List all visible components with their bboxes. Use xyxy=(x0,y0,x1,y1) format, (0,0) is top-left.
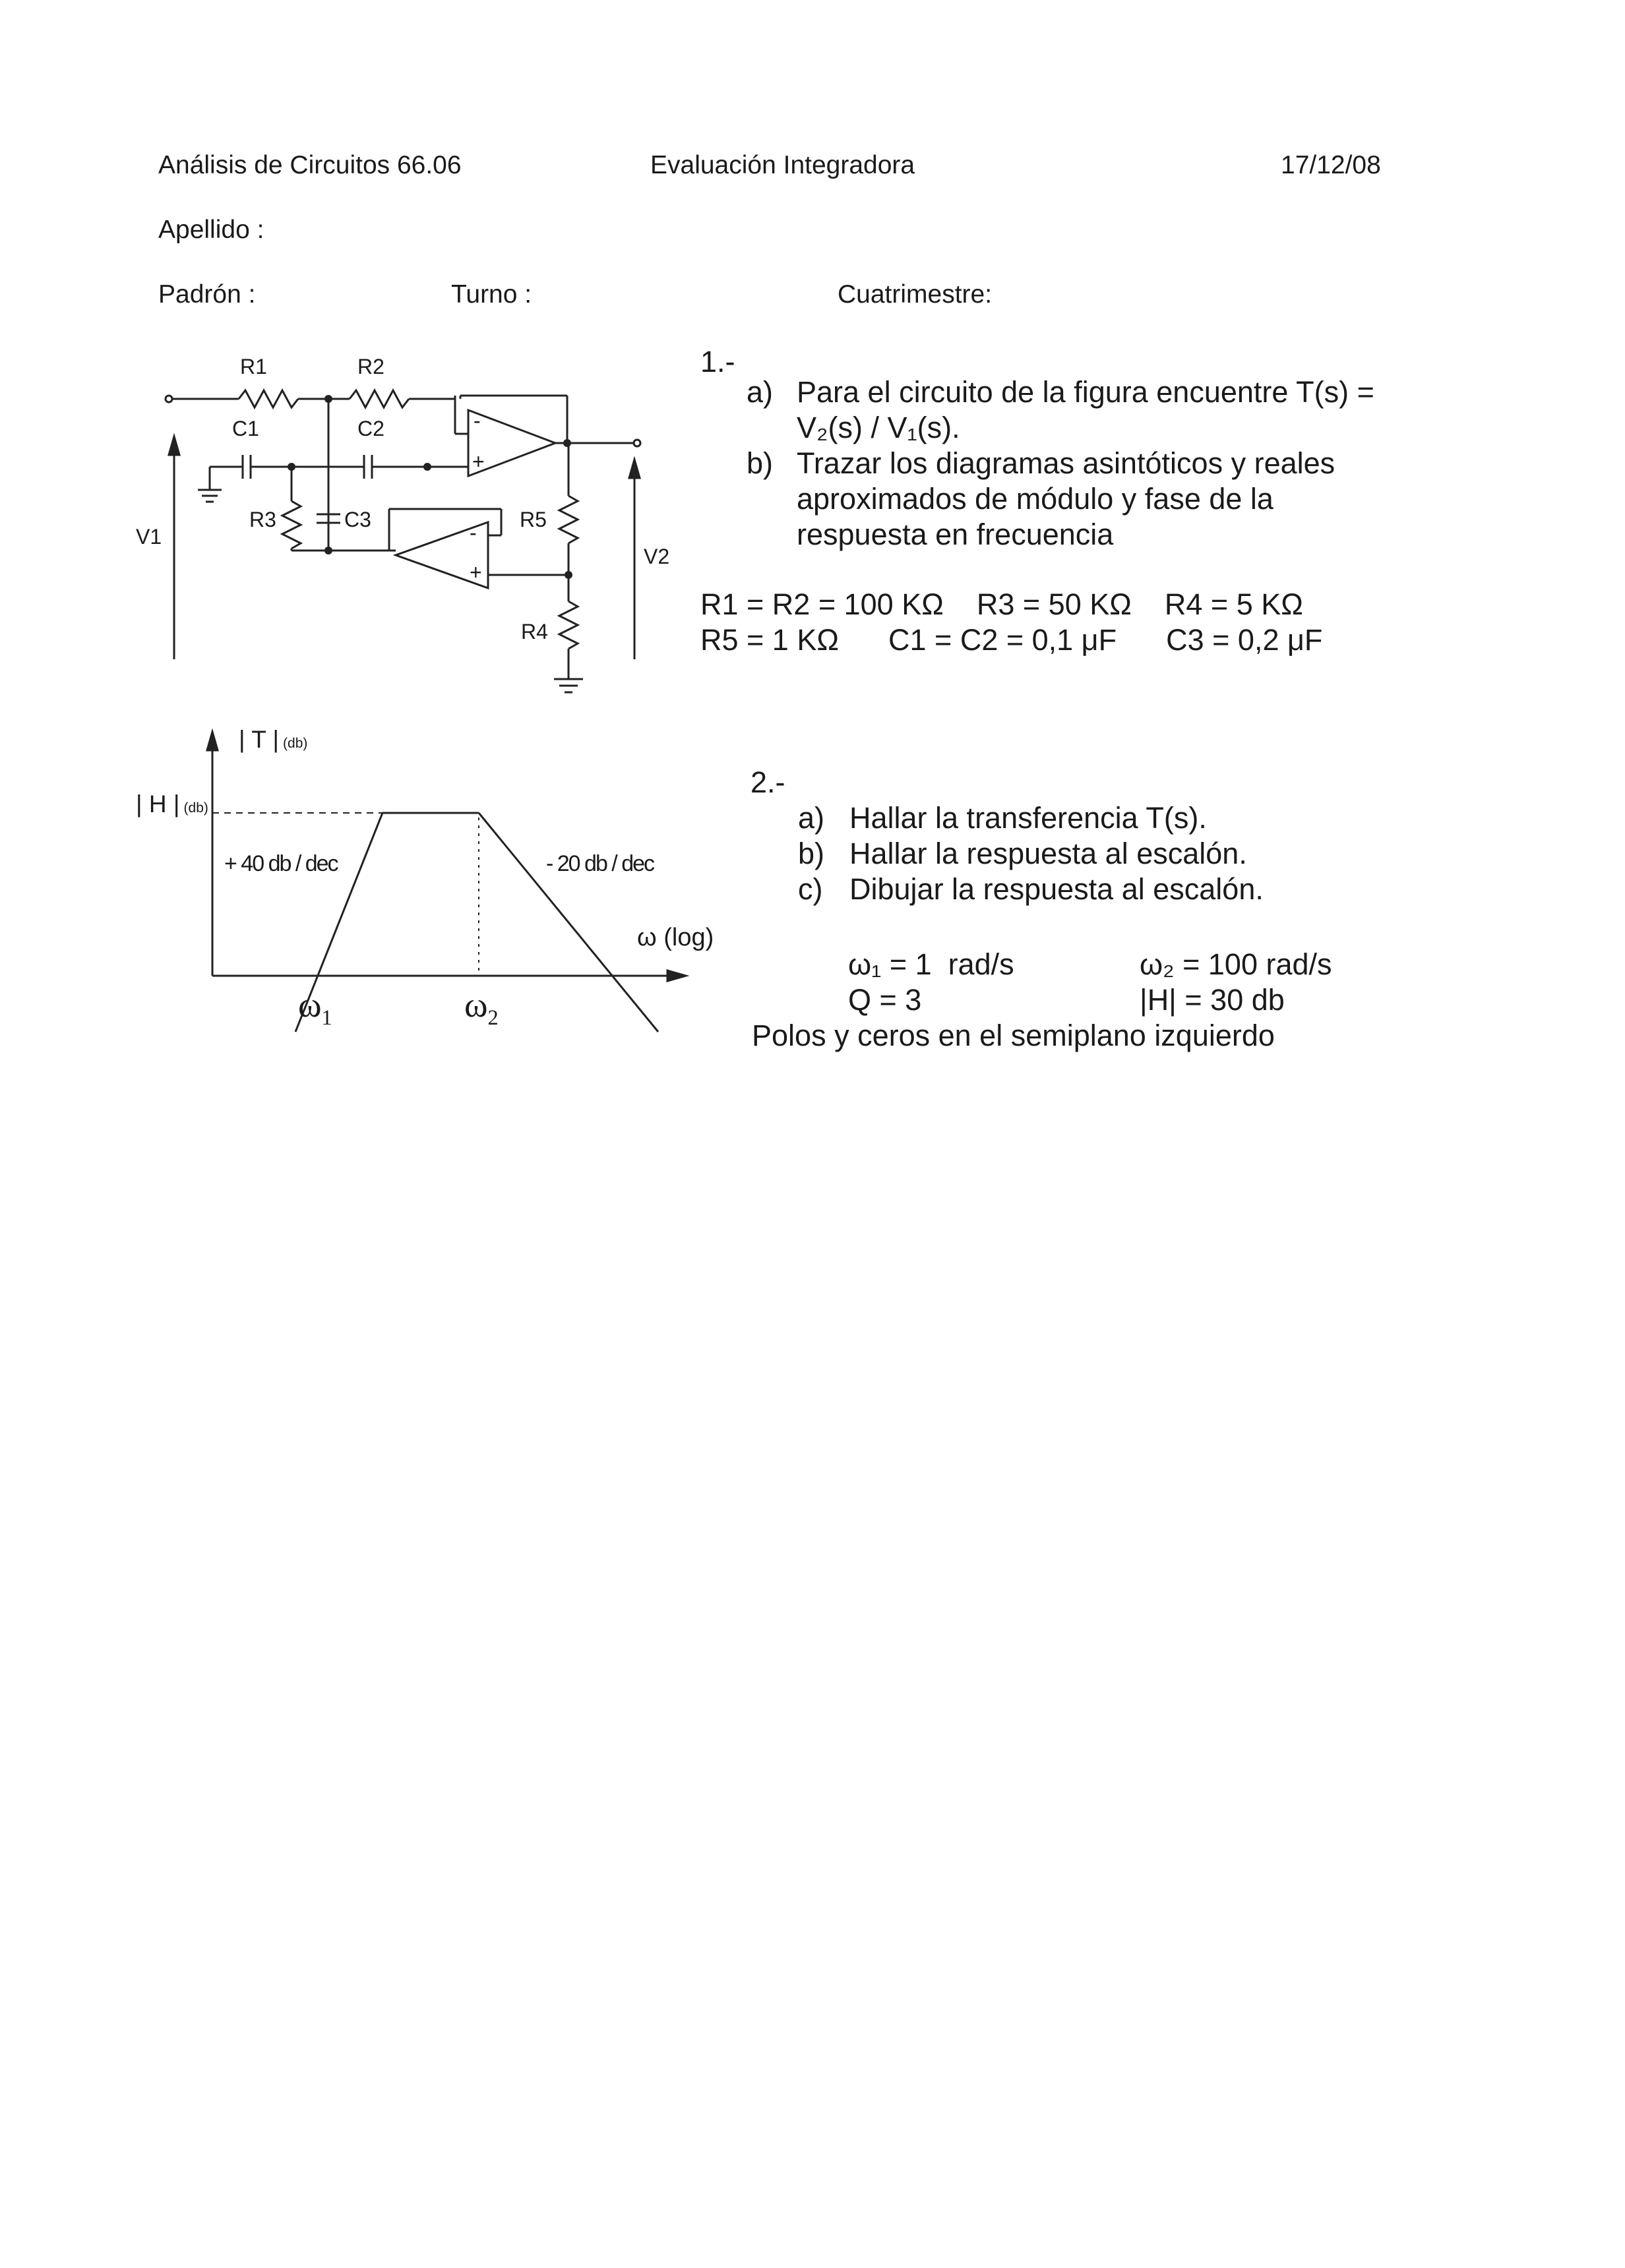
label-v1: V1 xyxy=(136,525,162,549)
opamp1-minus: - xyxy=(474,409,481,433)
label-r3: R3 xyxy=(249,508,276,531)
label-r5: R5 xyxy=(520,508,547,531)
problem2-number: 2.- xyxy=(751,765,785,799)
problem1-a-line2: V₂(s) / V₁(s). xyxy=(797,411,960,444)
q-value: Q = 3 xyxy=(848,983,922,1017)
omega1-tick-label: $\omega_1$ xyxy=(298,985,332,1030)
problem1-b-line2: aproximados de módulo y fase de la xyxy=(797,482,1273,516)
omega1-value: ω₁ = 1 rad/s xyxy=(848,947,1014,981)
label-c2: C2 xyxy=(357,417,384,440)
bode-h-label: | H | (db) xyxy=(136,791,208,818)
problem2-b-text: Hallar la respuesta al escalón. xyxy=(849,837,1247,870)
label-r4: R4 xyxy=(521,620,548,643)
opamp2-plus: + xyxy=(470,560,482,584)
label-c3: C3 xyxy=(344,508,371,531)
label-v2: V2 xyxy=(644,545,670,568)
problem2-c-marker: c) xyxy=(798,872,823,906)
rise-slope-label: + 40 db / dec xyxy=(224,851,338,876)
opamp1-plus: + xyxy=(472,450,485,473)
label-c1: C1 xyxy=(232,417,259,440)
opamp2-minus: - xyxy=(470,521,477,545)
omega2-value: ω₂ = 100 rad/s xyxy=(1140,947,1332,981)
term-label: Cuatrimestre: xyxy=(838,280,993,309)
label-r2: R2 xyxy=(357,355,384,378)
problem1-b-line1: Trazar los diagramas asintóticos y reales xyxy=(797,446,1335,480)
bode-y-label: | T | (db) xyxy=(239,726,308,753)
label-r1: R1 xyxy=(240,355,267,378)
problem2-a-text: Hallar la transferencia T(s). xyxy=(849,801,1207,835)
exam-title: Evaluación Integradora xyxy=(650,151,915,179)
course-title: Análisis de Circuitos 66.06 xyxy=(158,151,462,179)
problem1-b-line3: respuesta en frecuencia xyxy=(797,518,1114,551)
problem2-a-marker: a) xyxy=(798,801,825,835)
fall-slope-label: - 20 db / dec xyxy=(546,851,654,876)
problem2-b-marker: b) xyxy=(798,837,825,870)
problem2-c-text: Dibujar la respuesta al escalón. xyxy=(849,872,1264,906)
problem1-a-line1: Para el circuito de la figura encuentre T(s) = xyxy=(797,375,1374,409)
component-values-line2: R5 = 1 KΩ C1 = C2 = 0,1 μF C3 = 0,2 μF xyxy=(700,623,1323,657)
surname-label: Apellido : xyxy=(158,216,264,244)
h-value: |H| = 30 db xyxy=(1140,983,1285,1017)
x-axis-label: ω (log) xyxy=(637,924,714,951)
shift-label: Turno : xyxy=(451,280,532,309)
poles-zeros-note: Polos y ceros en el semiplano izquierdo xyxy=(752,1019,1275,1052)
omega2-tick-label: $\omega_2$ xyxy=(464,985,499,1030)
student-id-label: Padrón : xyxy=(158,280,256,309)
problem1-number: 1.- xyxy=(700,345,735,378)
problem1-a-marker: a) xyxy=(747,375,774,409)
problem1-b-marker: b) xyxy=(747,446,774,480)
component-values-line1: R1 = R2 = 100 KΩ R3 = 50 KΩ R4 = 5 KΩ xyxy=(700,587,1303,621)
exam-date: 17/12/08 xyxy=(1281,151,1381,179)
